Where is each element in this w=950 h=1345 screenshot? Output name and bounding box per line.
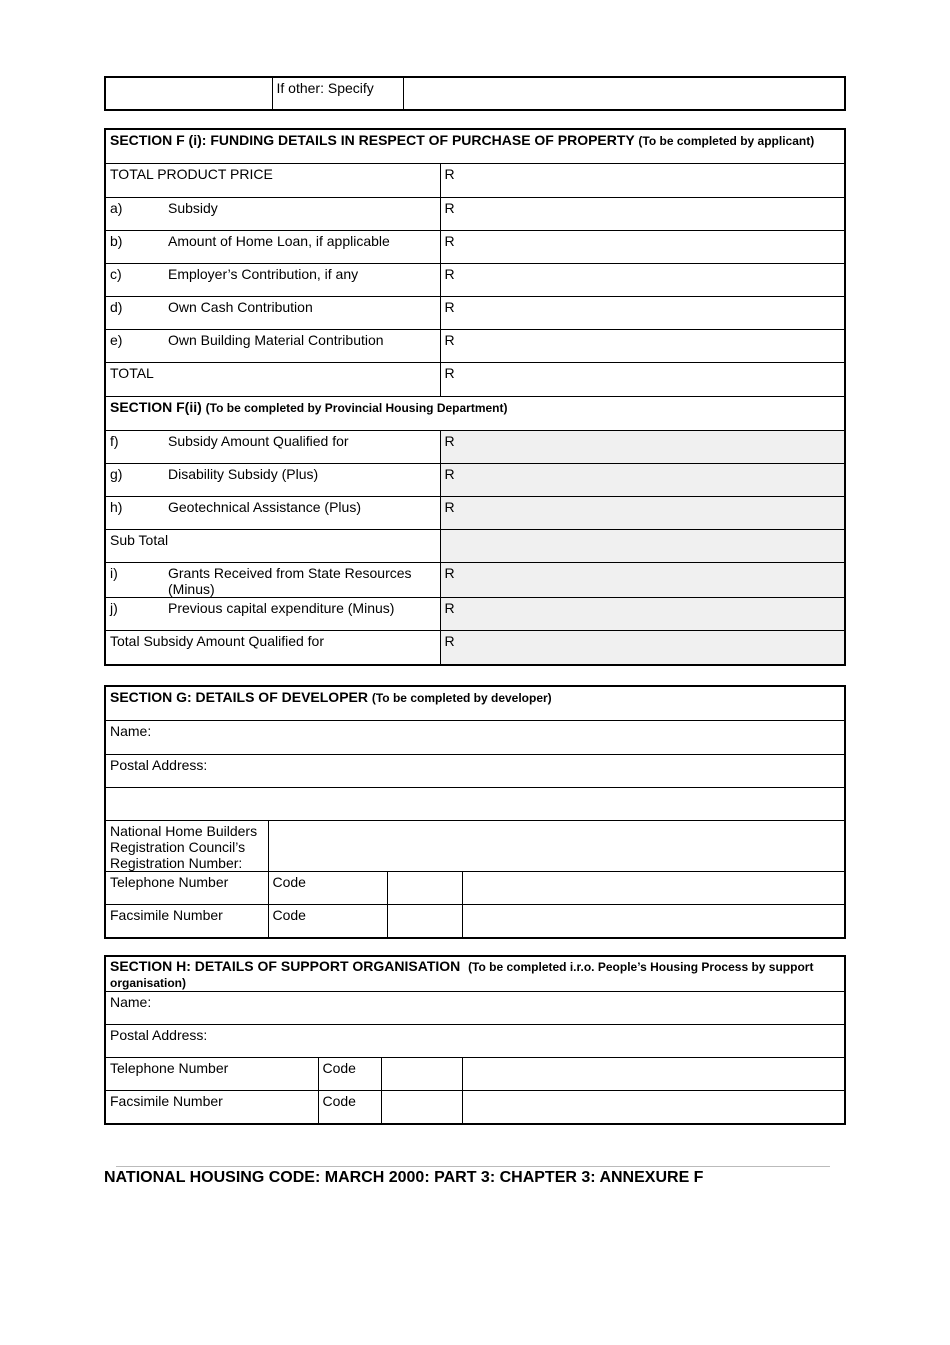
row-b-label: b) Amount of Home Loan, if applicable — [105, 230, 440, 263]
developer-facsimile-label: Facsimile Number — [105, 904, 268, 938]
row-g-field[interactable]: R — [440, 463, 845, 496]
support-facsimile-code-field[interactable] — [381, 1091, 462, 1124]
row-e-label: e) Own Building Material Contribution — [105, 329, 440, 362]
row-j-field[interactable]: R — [440, 597, 845, 630]
total-subsidy-label: Total Subsidy Amount Qualified for — [105, 630, 440, 665]
developer-telephone-code-field[interactable] — [387, 871, 462, 904]
total-label: TOTAL — [105, 362, 440, 396]
support-telephone-number-field[interactable] — [462, 1058, 845, 1091]
row-h-label: h) Geotechnical Assistance (Plus) — [105, 496, 440, 529]
page-footer: NATIONAL HOUSING CODE: MARCH 2000: PART 3: CHAPTER 3: ANNEXURE F — [104, 1169, 704, 1186]
section-f-table — [104, 128, 846, 666]
developer-postal-field[interactable]: Postal Address: — [105, 754, 845, 787]
support-telephone-code-field[interactable] — [381, 1058, 462, 1091]
if-other-input[interactable] — [403, 77, 845, 110]
section-f1-title: SECTION F (i): FUNDING DETAILS IN RESPECT OF PURCHASE OF PROPERTY (To be completed by applicant) — [105, 129, 845, 163]
row-f-label: f) Subsidy Amount Qualified for — [105, 430, 440, 463]
row-c-field[interactable]: R — [440, 263, 845, 296]
row-i-label: i) Grants Received from State Resources (Minus) — [105, 562, 440, 597]
blank-cell[interactable] — [105, 77, 272, 110]
row-d-field[interactable]: R — [440, 296, 845, 329]
developer-facsimile-code-field[interactable] — [387, 904, 462, 938]
row-c-label: c) Employer’s Contribution, if any — [105, 263, 440, 296]
developer-facsimile-number-field[interactable] — [462, 904, 845, 938]
row-a-label: a) Subsidy — [105, 197, 440, 230]
row-i-field[interactable]: R — [440, 562, 845, 597]
row-d-label: d) Own Cash Contribution — [105, 296, 440, 329]
section-h-title: SECTION H: DETAILS OF SUPPORT ORGANISATION (To be completed i.r.o. People’s Housing Process by support organisation) — [105, 956, 845, 992]
section-g-title: SECTION G: DETAILS OF DEVELOPER (To be completed by developer) — [105, 686, 845, 720]
total-subsidy-field[interactable]: R — [440, 630, 845, 665]
row-b-field[interactable]: R — [440, 230, 845, 263]
nhbrc-field[interactable] — [268, 820, 845, 871]
row-e-field[interactable]: R — [440, 329, 845, 362]
support-name-field[interactable]: Name: — [105, 992, 845, 1025]
total-product-price-field[interactable]: R — [440, 163, 845, 197]
section-g-table — [104, 685, 846, 939]
if-other-label: If other: Specify — [272, 77, 403, 110]
row-j-label: j) Previous capital expenditure (Minus) — [105, 597, 440, 630]
section-h-table — [104, 955, 846, 1125]
support-facsimile-number-field[interactable] — [462, 1091, 845, 1124]
other-specify-table — [104, 76, 846, 111]
total-product-price-label: TOTAL PRODUCT PRICE — [105, 163, 440, 197]
row-f-field[interactable]: R — [440, 430, 845, 463]
support-telephone-code[interactable]: Code — [318, 1058, 381, 1091]
sub-total-label: Sub Total — [105, 529, 440, 562]
developer-telephone-code[interactable]: Code — [268, 871, 387, 904]
developer-name-field[interactable]: Name: — [105, 720, 845, 754]
footer-divider — [116, 1166, 830, 1167]
row-g-label: g) Disability Subsidy (Plus) — [105, 463, 440, 496]
support-facsimile-code[interactable]: Code — [318, 1091, 381, 1124]
support-telephone-label: Telephone Number — [105, 1058, 318, 1091]
row-h-field[interactable]: R — [440, 496, 845, 529]
developer-telephone-label: Telephone Number — [105, 871, 268, 904]
row-a-field[interactable]: R — [440, 197, 845, 230]
nhbrc-label: National Home Builders Registration Council’s Registration Number: — [105, 820, 268, 871]
support-postal-field[interactable]: Postal Address: — [105, 1025, 845, 1058]
developer-postal-field-2[interactable] — [105, 787, 845, 820]
support-facsimile-label: Facsimile Number — [105, 1091, 318, 1124]
section-f2-title: SECTION F(ii) (To be completed by Provincial Housing Department) — [105, 396, 845, 430]
developer-telephone-number-field[interactable] — [462, 871, 845, 904]
total-field[interactable]: R — [440, 362, 845, 396]
developer-facsimile-code[interactable]: Code — [268, 904, 387, 938]
sub-total-field[interactable] — [440, 529, 845, 562]
